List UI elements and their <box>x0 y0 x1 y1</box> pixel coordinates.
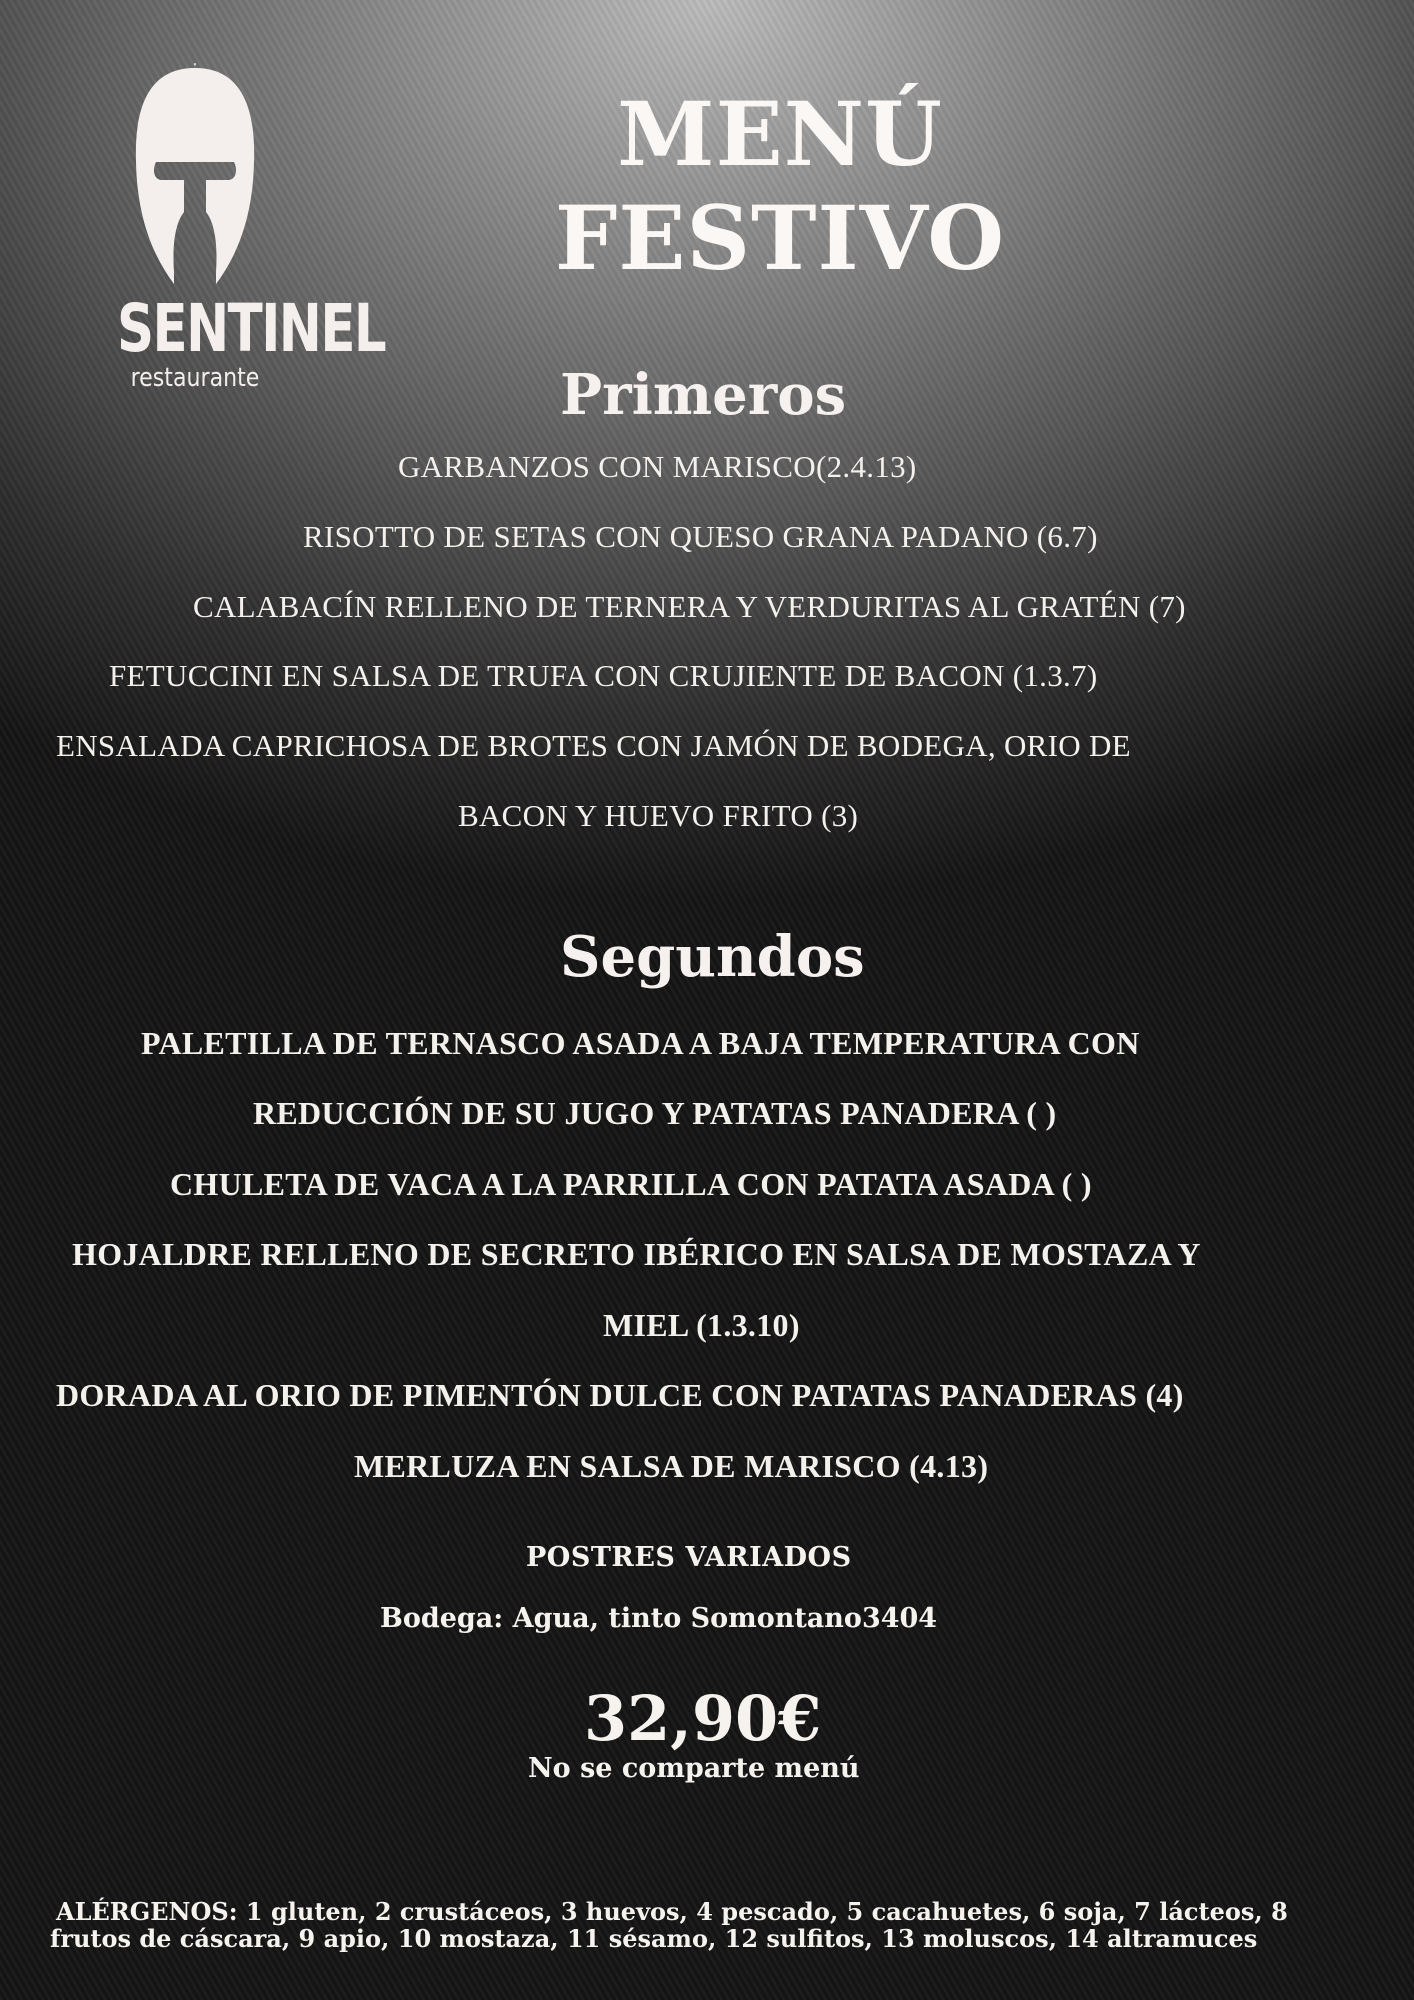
section-heading-segundos: Segundos <box>560 924 865 990</box>
menu-note: No se comparte menú <box>528 1753 860 1784</box>
restaurant-logo <box>95 62 386 393</box>
menu-item: FETUCCINI EN SALSA DE TRUFA CON CRUJIENTE DE BACON (1.3.7) <box>109 658 1098 693</box>
menu-item: CHULETA DE VACA A LA PARRILLA CON PATATA ASADA ( ) <box>170 1166 1092 1202</box>
menu-item: MIEL (1.3.10) <box>603 1307 800 1343</box>
allergens-line-2: frutos de cáscara, 9 apio, 10 mostaza, 11 sésamo, 12 sulfitos, 13 moluscos, 14 altramuces <box>50 1924 1258 1953</box>
menu-item: MERLUZA EN SALSA DE MARISCO (4.13) <box>354 1448 989 1484</box>
price: 32,90€ <box>584 1682 822 1755</box>
menu-item: ENSALADA CAPRICHOSA DE BROTES CON JAMÓN DE BODEGA, ORIO DE <box>56 728 1131 763</box>
menu-item: REDUCCIÓN DE SU JUGO Y PATATAS PANADERA ( ) <box>253 1095 1057 1131</box>
menu-item: HOJALDRE RELLENO DE SECRETO IBÉRICO EN SALSA DE MOSTAZA Y <box>72 1236 1201 1272</box>
drinks-line: Bodega: Agua, tinto Somontano3404 <box>380 1603 938 1634</box>
brand-name: SENTINEL <box>117 290 386 367</box>
section-heading-primeros: Primeros <box>560 362 847 428</box>
menu-item: CALABACÍN RELLENO DE TERNERA Y VERDURITAS AL GRATÉN (7) <box>193 589 1186 624</box>
menu-item: PALETILLA DE TERNASCO ASADA A BAJA TEMPERATURA CON <box>141 1025 1140 1061</box>
desserts-line: POSTRES VARIADOS <box>526 1542 852 1573</box>
menu-item: BACON Y HUEVO FRITO (3) <box>458 798 859 833</box>
brand-subtitle: restaurante <box>130 363 260 393</box>
spartan-helmet-icon <box>132 62 258 284</box>
allergens-line-1: ALÉRGENOS: 1 gluten, 2 crustáceos, 3 huevos, 4 pescado, 5 cacahuetes, 6 soja, 7 lácteos, 8 <box>56 1897 1288 1926</box>
menu-item: GARBANZOS CON MARISCO(2.4.13) <box>398 449 917 484</box>
page-title: MENÚ FESTIVO <box>554 82 1006 290</box>
menu-item: DORADA AL ORIO DE PIMENTÓN DULCE CON PATATAS PANADERAS (4) <box>56 1377 1184 1413</box>
menu-item: RISOTTO DE SETAS CON QUESO GRANA PADANO (6.7) <box>303 519 1098 554</box>
